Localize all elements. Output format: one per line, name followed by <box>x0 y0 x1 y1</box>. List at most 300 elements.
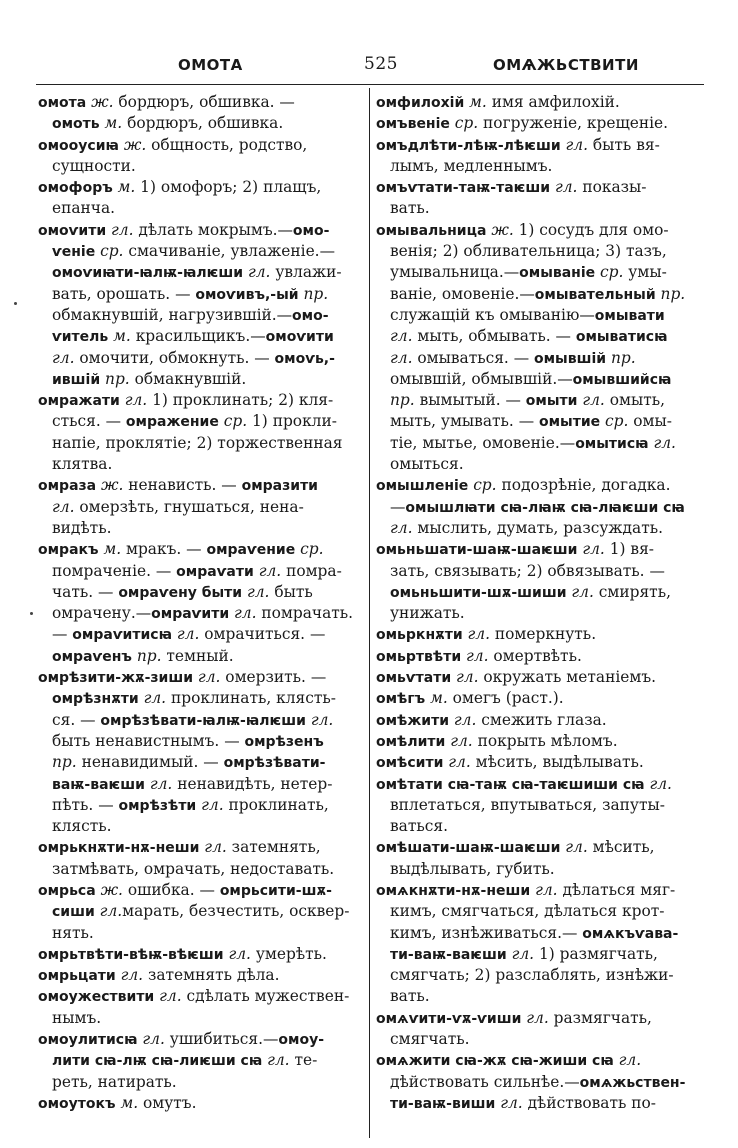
headword: омѣсити <box>376 755 449 772</box>
definition-text: умерѣть. <box>255 944 327 963</box>
definition-text: мыть, обмывать. — <box>417 327 576 346</box>
entry-continuation-line <box>376 241 706 262</box>
grammar-label: ж. <box>101 476 129 495</box>
headword: омоѵиꙗти-ꙗлѭ-ꙗлѥши <box>52 265 248 282</box>
headword: омѣгъ <box>376 691 431 708</box>
definition-text: затемнять дѣла. <box>147 966 280 985</box>
headword: омоу- <box>278 1032 325 1049</box>
definition-text: — <box>390 497 406 516</box>
definition-text: помрачать. <box>261 604 354 623</box>
headword: сиши <box>52 904 100 921</box>
entry-continuation-line <box>376 305 706 326</box>
entry-continuation-line <box>376 901 706 922</box>
entry-first-line <box>376 1050 706 1071</box>
definition-text: омы- <box>633 412 672 431</box>
entry-first-line <box>376 1008 706 1029</box>
entry-first-line <box>376 220 706 241</box>
definition-text: сущности. <box>52 156 136 175</box>
grammar-label: гл. <box>99 902 123 921</box>
definition-text: ненависть. — <box>128 476 242 495</box>
headword: омрьцати <box>38 968 121 985</box>
entry-continuation-line <box>38 816 364 837</box>
definition-text: покрыть мѣломъ. <box>477 731 618 750</box>
headword: омывательный <box>534 286 661 303</box>
definition-text: лымъ, медленнымъ. <box>390 156 553 175</box>
headword: омѧжьствен- <box>579 1074 686 1091</box>
entry-continuation-line <box>376 1072 706 1093</box>
headword: ти-ваѭ-виши <box>390 1095 501 1112</box>
headword: омьньшити-шѫ-шиши <box>390 584 572 601</box>
entry-first-line <box>376 710 706 731</box>
grammar-label: гл. <box>120 966 148 985</box>
definition-text: нять. <box>52 923 94 942</box>
headword: омывшій <box>534 350 611 367</box>
grammar-label: гл. <box>247 263 276 282</box>
entry-continuation-line <box>38 411 364 432</box>
entry-continuation-line <box>376 582 706 603</box>
running-head-left: ОМОТА <box>178 56 243 74</box>
entry-first-line <box>376 177 706 198</box>
definition-text: имя амфилохій. <box>491 93 620 111</box>
grammar-label: м. <box>120 1093 143 1112</box>
entry-continuation-line <box>38 1072 364 1093</box>
definition-text: мракъ. — <box>125 540 207 559</box>
headword: омоутокъ <box>38 1095 121 1112</box>
entry-first-line <box>38 135 364 156</box>
grammar-label: м. <box>104 114 128 133</box>
definition-text: размягчать, <box>553 1008 652 1027</box>
entry-first-line <box>376 113 706 134</box>
entry-continuation-line <box>38 518 364 539</box>
grammar-label: ж. <box>100 880 128 899</box>
entry-first-line <box>376 837 706 858</box>
definition-text: 1) сосудъ для омо- <box>518 220 669 239</box>
definition-text: сдѣлать мужествен- <box>186 987 350 1006</box>
grammar-label: м. <box>113 327 136 346</box>
headword: омьркнѫти <box>376 627 468 644</box>
definition-text: омочити, обмокнуть. — <box>79 348 275 367</box>
entry-continuation-line <box>376 1029 706 1050</box>
headword: ѵитель <box>52 329 114 346</box>
definition-text: омутъ. <box>142 1093 197 1112</box>
definition-text: епанча. <box>52 199 116 218</box>
margin-speck <box>30 612 33 615</box>
grammar-label: гл. <box>52 497 80 516</box>
definition-text: зать, связывать; 2) обвязывать. — <box>390 561 665 580</box>
entry-continuation-line <box>38 1008 364 1029</box>
headword: ваѭ-ваѥши <box>52 776 150 793</box>
entry-first-line <box>38 667 364 688</box>
definition-text: 1) вя- <box>609 540 654 559</box>
definition-text: ненавидѣть, нетер- <box>177 774 333 793</box>
entry-continuation-line <box>38 688 364 709</box>
entry-first-line <box>38 1029 364 1050</box>
grammar-label: гл. <box>258 561 287 580</box>
definition-text: ненавидимый. — <box>81 753 224 772</box>
definition-text: быть вя- <box>592 135 660 154</box>
grammar-label: гл. <box>310 710 334 729</box>
grammar-label: гл. <box>390 348 418 367</box>
headword: омраѵити <box>151 606 235 623</box>
entry-first-line <box>38 92 364 113</box>
definition-text: вымытый. — <box>419 391 526 410</box>
definition-text: реть, натирать. <box>52 1072 177 1091</box>
headword: омооусиꙗ <box>38 137 124 154</box>
page-number: 525 <box>364 54 398 74</box>
left-column <box>38 92 364 1114</box>
grammar-label: гл. <box>565 135 593 154</box>
grammar-label: гл. <box>111 220 139 239</box>
definition-text: смирять, <box>598 582 671 601</box>
headword: омъвеніе <box>376 116 455 133</box>
headword: омрѣзенъ <box>244 733 324 750</box>
entry-first-line <box>376 624 706 645</box>
headword: омышленіе <box>376 478 474 495</box>
headword: омраѵати <box>176 563 259 580</box>
definition-text: марать, безчестить, осквер- <box>122 902 350 921</box>
grammar-label: гл. <box>149 774 178 793</box>
entry-first-line <box>38 1093 364 1114</box>
definition-text: померкнуть. <box>494 625 597 644</box>
definition-text: темный. <box>166 646 234 665</box>
definition-text: омыться. <box>390 455 464 474</box>
definition-text: 1) омофоръ; 2) плащъ, <box>140 178 322 197</box>
grammar-label: ср. <box>454 114 484 133</box>
entry-first-line <box>376 539 706 560</box>
headword: омоѵь,- <box>274 350 335 367</box>
definition-text: чать. — <box>52 582 119 601</box>
entry-continuation-line <box>38 774 364 795</box>
entry-continuation-line <box>38 859 364 880</box>
definition-text: затемнять, <box>231 838 321 857</box>
entry-continuation-line <box>38 901 364 922</box>
definition-text: смягчать; 2) разслаблять, изнѣжи- <box>390 966 674 985</box>
headword: омышлꙗти сꙗ-лꙗѭ сꙗ-лꙗѥши сꙗ <box>405 499 685 516</box>
entry-continuation-line <box>38 348 364 369</box>
entry-continuation-line <box>376 944 706 965</box>
definition-text: клясть. <box>52 817 112 836</box>
grammar-label: ж. <box>491 220 519 239</box>
definition-text: омрачиться. — <box>204 625 326 644</box>
grammar-label: ср. <box>605 412 634 431</box>
grammar-label: м. <box>469 93 492 111</box>
grammar-label: гл. <box>246 582 275 601</box>
headword: омьньшати-шаѭ-шаѥши <box>376 542 583 559</box>
definition-text: омывшій, обмывшій.— <box>390 369 573 388</box>
entry-first-line <box>38 986 364 1007</box>
entry-continuation-line <box>38 433 364 454</box>
header-rule <box>36 84 704 85</box>
definition-text: подозрѣніе, догадка. <box>501 476 671 495</box>
entry-continuation-line <box>38 305 364 326</box>
entry-first-line <box>38 475 364 496</box>
definition-text: погруженіе, крещеніе. <box>483 114 669 133</box>
headword: омьртвѣти <box>376 648 467 665</box>
headword: омота <box>38 95 92 111</box>
grammar-label: гл. <box>453 710 482 729</box>
entry-continuation-line <box>38 262 364 283</box>
definition-text: ся. — <box>52 710 101 729</box>
entry-continuation-line <box>38 454 364 475</box>
entry-continuation-line <box>38 241 364 262</box>
entry-continuation-line <box>376 411 706 432</box>
headword: ившій <box>52 371 106 388</box>
definition-text: помраченіе. — <box>52 561 177 580</box>
entry-first-line <box>376 880 706 901</box>
definition-text: унижать. <box>390 604 465 623</box>
definition-text: 1) проклинать; 2) кля- <box>152 391 334 410</box>
definition-text: бордюръ, обшивка. — <box>118 93 295 111</box>
headword: омытие <box>538 414 605 431</box>
headword: омоть <box>52 116 105 133</box>
entry-continuation-line <box>38 646 364 667</box>
entry-first-line <box>376 667 706 688</box>
headword: омо- <box>292 307 329 324</box>
definition-text: омегъ (раст.). <box>452 689 564 708</box>
headword: омывшийсꙗ <box>572 371 672 388</box>
headword: омывальница <box>376 222 492 239</box>
headword: омоѵивъ,-ый <box>195 286 304 303</box>
grammar-label: гл. <box>201 795 229 814</box>
grammar-label: м. <box>117 178 141 197</box>
grammar-label: гл. <box>554 178 583 197</box>
grammar-label: гл. <box>582 540 610 559</box>
entry-continuation-line <box>38 923 364 944</box>
entry-first-line <box>38 944 364 965</box>
grammar-label: м. <box>430 689 453 708</box>
definition-text: омерзить. — <box>225 668 327 687</box>
headword: омрьса <box>38 882 101 899</box>
definition-text: вать. <box>390 987 430 1006</box>
grammar-label: гл. <box>390 327 418 346</box>
definition-text: смежить глаза. <box>481 710 607 729</box>
definition-text: окружать метаніемъ. <box>483 668 657 687</box>
entry-continuation-line <box>38 326 364 347</box>
column-divider <box>369 88 370 1138</box>
headword: омыватисꙗ <box>575 329 668 346</box>
definition-text: видѣть. <box>52 518 112 537</box>
definition-text: вать. <box>390 199 430 218</box>
headword: омрѣзѣвати- <box>223 755 326 772</box>
definition-text: дѣлать мокрымъ.— <box>138 220 293 239</box>
definition-text: мѣсить, выдѣлывать. <box>475 753 644 772</box>
entry-continuation-line <box>38 369 364 390</box>
grammar-label: ср. <box>300 540 324 559</box>
running-head-right: ОМѦЖЬСТВИТИ <box>493 56 639 74</box>
entry-continuation-line <box>376 816 706 837</box>
headword: омѧкнѫти-нѫ-неши <box>376 882 536 899</box>
grammar-label: ср. <box>100 242 129 261</box>
definition-text: обмакнувшій. <box>134 369 247 388</box>
definition-text: умы- <box>628 263 667 282</box>
entry-continuation-line <box>38 113 364 134</box>
headword: омрьтвѣти-вѣѭ-вѣѥши <box>38 946 229 963</box>
entry-continuation-line <box>376 603 706 624</box>
definition-text: вать, орошать. — <box>52 284 196 303</box>
grammar-label: пр. <box>610 348 636 367</box>
entry-first-line <box>376 475 706 496</box>
headword: омъдлѣти-лѣѭ-лѣѥши <box>376 137 566 154</box>
definition-text: ушибиться.— <box>169 1030 279 1049</box>
entry-continuation-line <box>38 731 364 752</box>
definition-text: показы- <box>582 178 647 197</box>
headword: омо- <box>292 222 330 239</box>
definition-text: обмакнувшій, нагрузившій.— <box>52 305 293 324</box>
grammar-label: пр. <box>105 369 135 388</box>
entry-first-line <box>38 837 364 858</box>
definition-text: ошибка. — <box>127 880 220 899</box>
entry-first-line <box>376 646 706 667</box>
grammar-label: гл. <box>197 668 226 687</box>
grammar-label: гл. <box>535 880 563 899</box>
headword: омофоръ <box>38 180 118 197</box>
headword: омытисꙗ <box>575 435 654 452</box>
headword: омывати <box>594 307 665 324</box>
grammar-label: гл. <box>159 987 187 1006</box>
entry-continuation-line <box>376 795 706 816</box>
headword: омѣжити <box>376 712 454 729</box>
entry-continuation-line <box>376 369 706 390</box>
definition-text: общность, родство, <box>151 135 308 154</box>
grammar-label: ср. <box>223 412 252 431</box>
definition-text: смягчать. <box>390 1030 470 1049</box>
right-column <box>376 92 706 1114</box>
definition-text: мѣсить, <box>592 838 655 857</box>
grammar-label: ж. <box>123 135 152 154</box>
definition-text: быть ненавистнымъ. — <box>52 731 245 750</box>
definition-text: мыслить, думать, разсуждать. <box>417 518 663 537</box>
definition-text: кимъ, смягчаться, дѣлаться крот- <box>390 902 665 921</box>
headword: омьѵтати <box>376 670 457 687</box>
entry-continuation-line <box>376 284 706 305</box>
entry-continuation-line <box>376 497 706 518</box>
definition-text: клятва. <box>52 455 113 474</box>
headword: омѣлити <box>376 733 451 750</box>
definition-text: проклинать, <box>228 795 329 814</box>
definition-text: омрачену.— <box>52 604 152 623</box>
grammar-label: гл. <box>618 1051 642 1070</box>
grammar-label: пр. <box>390 391 420 410</box>
grammar-label: гл. <box>267 1051 295 1070</box>
definition-text: увлажи- <box>275 263 342 282</box>
headword: омраѵитисꙗ <box>72 627 177 644</box>
headword: омражати <box>38 393 125 410</box>
entry-continuation-line <box>376 561 706 582</box>
grammar-label: пр. <box>136 646 167 665</box>
definition-text: пѣть. — <box>52 795 119 814</box>
grammar-label: гл. <box>582 391 610 410</box>
headword: омраза <box>38 478 101 495</box>
grammar-label: гл. <box>456 668 484 687</box>
entry-continuation-line <box>38 497 364 518</box>
entry-continuation-line <box>38 795 364 816</box>
entry-first-line <box>376 135 706 156</box>
definition-text: кимъ, изнѣживаться.— <box>390 923 583 942</box>
entry-first-line <box>38 390 364 411</box>
grammar-label: ср. <box>600 263 629 282</box>
definition-text: вплетаться, впутываться, запуты- <box>390 795 665 814</box>
entry-first-line <box>38 539 364 560</box>
grammar-label: гл. <box>511 944 539 963</box>
headword: омоѵити <box>38 222 112 239</box>
grammar-label: ж. <box>91 93 119 111</box>
entry-first-line <box>38 880 364 901</box>
headword: омѣшати-шаѭ-шаѥши <box>376 840 566 857</box>
headword: ѵеніе <box>52 244 101 261</box>
entry-first-line <box>38 965 364 986</box>
grammar-label: гл. <box>653 433 676 452</box>
definition-text: сться. — <box>52 412 126 431</box>
entry-continuation-line <box>38 1050 364 1071</box>
headword: омъѵтати-таѭ-таѥши <box>376 180 555 197</box>
entry-continuation-line <box>376 965 706 986</box>
entry-continuation-line <box>376 454 706 475</box>
definition-text: венія; 2) обливательница; 3) тазъ, <box>390 242 667 261</box>
headword: омраѵенъ <box>52 648 137 665</box>
definition-text: ваться. <box>390 817 448 836</box>
definition-text: тіе, мытье, омовеніе.— <box>390 433 576 452</box>
definition-text: затмѣвать, омрачать, недоставать. <box>52 859 335 878</box>
definition-text: омыть, <box>609 391 665 410</box>
definition-text: умывальница.— <box>390 263 520 282</box>
entry-first-line <box>376 92 706 113</box>
headword: омоужествити <box>38 989 160 1006</box>
entry-continuation-line <box>376 923 706 944</box>
entry-continuation-line <box>38 284 364 305</box>
definition-text: те- <box>294 1051 318 1070</box>
grammar-label: ср. <box>473 476 502 495</box>
grammar-label: гл. <box>450 731 478 750</box>
definition-text: 1) размягчать, <box>538 944 658 963</box>
definition-text: нымъ. <box>52 1008 102 1027</box>
grammar-label: гл. <box>649 774 672 793</box>
headword: омоѵити <box>265 329 334 346</box>
grammar-label: гл. <box>124 391 153 410</box>
grammar-label: пр. <box>52 753 82 772</box>
entry-continuation-line <box>376 1093 706 1114</box>
grammar-label: гл. <box>467 625 495 644</box>
entry-continuation-line <box>38 156 364 177</box>
grammar-label: гл. <box>390 518 418 537</box>
headword: омѧкъѵава- <box>582 925 679 942</box>
grammar-label: гл. <box>143 689 171 708</box>
entry-continuation-line <box>376 986 706 1007</box>
entry-first-line <box>38 177 364 198</box>
definition-text: 1) прокли- <box>252 412 337 431</box>
entry-continuation-line <box>376 262 706 283</box>
entry-first-line <box>376 688 706 709</box>
definition-text: выдѣлывать, губить. <box>390 859 555 878</box>
entry-continuation-line <box>376 390 706 411</box>
entry-continuation-line <box>38 624 364 645</box>
headword: омоулитисꙗ <box>38 1032 143 1049</box>
definition-text: омерзѣть, гнушаться, нена- <box>79 497 304 516</box>
entry-continuation-line <box>376 326 706 347</box>
grammar-label: гл. <box>448 753 476 772</box>
headword: омываніе <box>519 265 601 282</box>
headword: омфилохій <box>376 95 470 111</box>
grammar-label: гл. <box>565 838 593 857</box>
headword: омракъ <box>38 542 104 559</box>
entry-continuation-line <box>38 561 364 582</box>
headword: омраѵену быти <box>118 584 247 601</box>
definition-text: красильщикъ.— <box>135 327 266 346</box>
grammar-label: гл. <box>228 944 256 963</box>
definition-text: напіе, проклятіе; 2) торжественная <box>52 433 343 452</box>
entry-continuation-line <box>376 348 706 369</box>
definition-text: дѣлаться мяг- <box>562 880 676 899</box>
definition-text: быть <box>274 582 313 601</box>
